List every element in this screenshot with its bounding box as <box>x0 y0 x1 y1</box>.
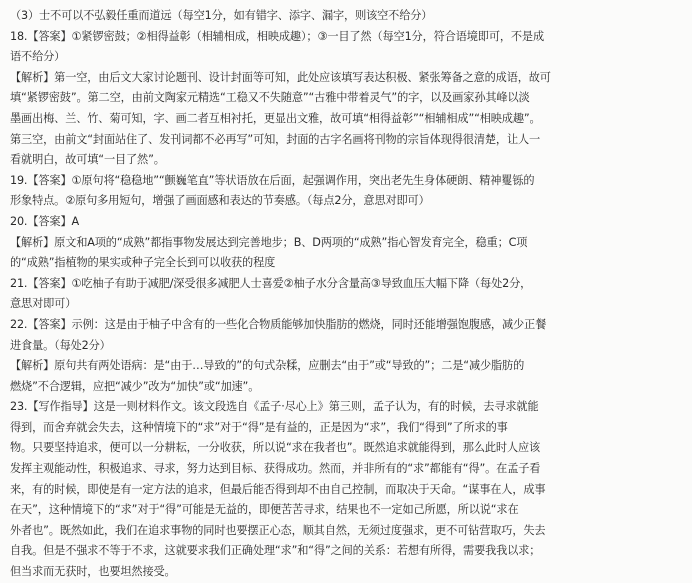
text-line: 18.【答案】①紧锣密鼓；②相得益彰（相辅相成，相映成趣）；③一目了然（每空1分，符合语境即可，不是成 <box>10 29 545 43</box>
text-line: 墨画出梅、兰、竹、菊可知，字、画二者互相衬托，更显出文雅，故可填“相得益彰”“相辅相成”“相映成趣”。 <box>10 111 541 125</box>
text-line: 自我。但是不强求不等于不求，这就要求我们正确处理“求”和“得”之间的关系：若想有所得，需要我我以求； <box>10 544 541 558</box>
text-line: 【解析】第一空，由后文大家讨论题刊、设计封面等可知，此处应该填写表达积极、紧张筹备之意的成语，故可 <box>10 70 551 84</box>
text-line: 【解析】原句共有两处语病：是“由于…导致的”的句式杂糅，应删去“由于”或“导致的”；二是“减少脂肪的 <box>10 359 525 373</box>
text-line: 燃烧”不合逻辑，应把“减少”改为“加快”或“加速”。 <box>10 379 260 393</box>
text-line: 来，有的时候，即使是有一定方法的追求，但最后能否得到却不由自己控制，而取决于天命。“谋事在人，成事 <box>10 482 546 496</box>
text-line: 发挥主观能动性，积极追求、寻求，努力达到目标、获得成功。然而，并非所有的“求”都能有“得”。在孟子看 <box>10 462 541 476</box>
text-line: 但当求而无获时，也要坦然接受。 <box>10 565 176 579</box>
text-line: 语不给分） <box>10 50 66 64</box>
text-line: 22.【答案】示例：这是由于柚子中含有的一些化合物质能够加快脂肪的燃烧，同时还能增强饱腹感，减少正餐 <box>10 317 547 331</box>
text-line: 20.【答案】A <box>10 214 79 228</box>
text-line: 进食量。（每处2分） <box>10 338 111 352</box>
text-line: 得到，而舍弃就会失去，这种情境下的“求”对于“得”是有益的，正是因为“求”，我们“得到”了所求的事 <box>10 420 508 434</box>
text-line: 物。只要坚持追求，便可以一分耕耘，一分收获，所以说“求在我者也”。既然追求就能得到，那么此时人应该 <box>10 441 541 455</box>
text-line: 【解析】原文和A项的“成熟”都指事物发展达到完善地步；B、D两项的“成熟”指心智发育完全，稳重；C项 <box>10 235 528 249</box>
text-line: 在天”，这种情境下的“求”对于“得”可能是无益的，即便苦苦寻求，结果也不一定如己所愿，所以说“求在 <box>10 503 519 517</box>
text-line: 21.【答案】①吃柚子有助于减肥/深受很多减肥人士喜爱②柚子水分含量高③导致血压大幅下降（每处2分， <box>10 276 532 290</box>
text-line: 外者也”。既然如此，我们在追求事物的同时也要摆正心态，顺其自然，无须过度强求，更不可钻营取巧，失去 <box>10 523 546 537</box>
text-line: （3）士不可以不弘毅任重而道远（每空1分，如有错字、添字、漏字，则该空不给分） <box>10 9 433 22</box>
text-line: 19.【答案】①原句将“稳稳地”“颤巍笔直”等状语放在后面，起强调作用，突出老先生身体硬朗、精神矍铄的 <box>10 173 535 187</box>
text-line: 23.【写作指导】这是一则材料作文。该文段选自《孟子·尽心上》第三则，孟子认为，有的时候，去寻求就能 <box>10 400 539 414</box>
text-line: 填“紧锣密鼓”。第二空，由前文陶家元精选“工稳又不失随意”“古雅中带着灵气”的字，以及画家孙其峰以淡 <box>10 91 530 105</box>
text-line: 第三空，由前文“封面站住了、发刊词都不必再写”可知，封面的古字名画将刊物的宗旨体现得很清楚，让人一 <box>10 132 541 146</box>
text-line: 的“成熟”指植物的果实或种子完全长到可以收获的程度 <box>10 256 276 270</box>
text-line: 形象特点。②原句多用短句，增强了画面感和表达的节奏感。（每点2分，意思对即可） <box>10 194 430 208</box>
text-line: 看就明白，故可填“一目了然”。 <box>10 153 165 167</box>
text-line: 意思对即可） <box>10 297 77 311</box>
